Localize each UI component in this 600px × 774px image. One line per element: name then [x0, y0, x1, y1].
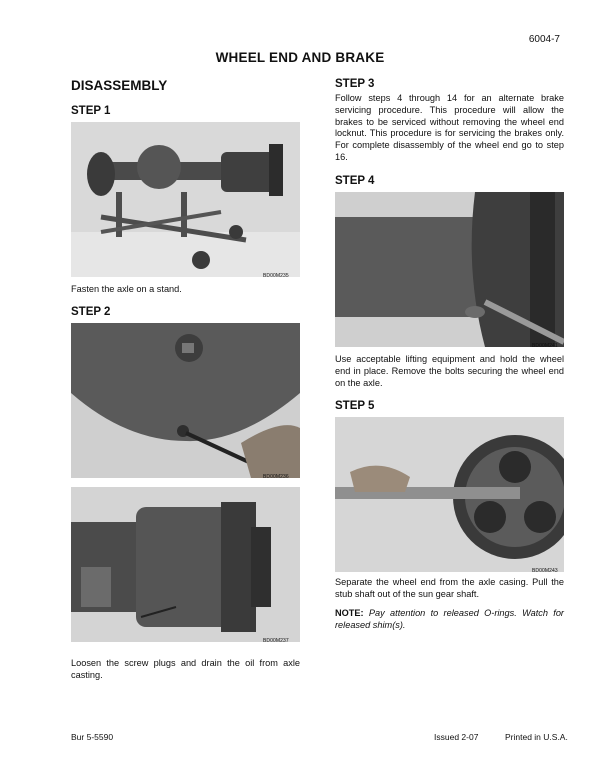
step2-heading: STEP 2 [71, 306, 111, 318]
note-text: Pay attention to released O-rings. Watch for released shim(s). [335, 608, 564, 630]
step5-note [335, 608, 564, 632]
photo-code-step1: BD00M235 [263, 273, 289, 279]
photo-code-step4: BD00M241 [532, 343, 558, 349]
photo-axle-screw-plug [71, 323, 300, 478]
step1-text: Fasten the axle on a stand. [71, 284, 182, 294]
photo-wheel-end-bolts [335, 192, 564, 347]
photo-axle-on-stand [71, 122, 300, 277]
step3-text: Follow steps 4 through 14 for an alternate brake servicing procedure. This procedure will allow the brakes to be serviced without removing the wheel end locknut. This procedure is for servicing the brakes only. For complete disassembly of the wheel end go to step 16. [335, 93, 564, 162]
step2-text: Loosen the screw plugs and drain the oil from axle casting. [71, 658, 300, 680]
step5-heading: STEP 5 [335, 400, 375, 412]
step4-text: Use acceptable lifting equipment and hold the wheel end in place. Remove the bolts securing the wheel end on the axle. [335, 354, 564, 388]
step5-text: Separate the wheel end from the axle casing. Pull the stub shaft out of the sun gear shaft. [335, 577, 564, 599]
photo-code-step2b: BD00M237 [263, 638, 289, 644]
footer-printed: Printed in U.S.A. [505, 732, 568, 742]
photo-code-step5: BD00M243 [532, 568, 558, 574]
step3-heading: STEP 3 [335, 78, 375, 90]
photo-code-step2a: BD00M236 [263, 474, 289, 480]
photo-wheel-end-casting [71, 487, 300, 642]
step1-heading: STEP 1 [71, 105, 111, 117]
footer-issued: Issued 2-07 [434, 732, 479, 742]
step4-heading: STEP 4 [335, 175, 375, 187]
section-heading-disassembly: DISASSEMBLY [71, 78, 168, 93]
page-title: WHEEL END AND BRAKE [215, 50, 385, 65]
photo-stub-shaft-sun-gear [335, 417, 564, 572]
footer-document-number: Bur 5-5590 [71, 732, 114, 742]
page-number: 6004-7 [528, 34, 560, 45]
note-label: NOTE: [335, 608, 364, 618]
